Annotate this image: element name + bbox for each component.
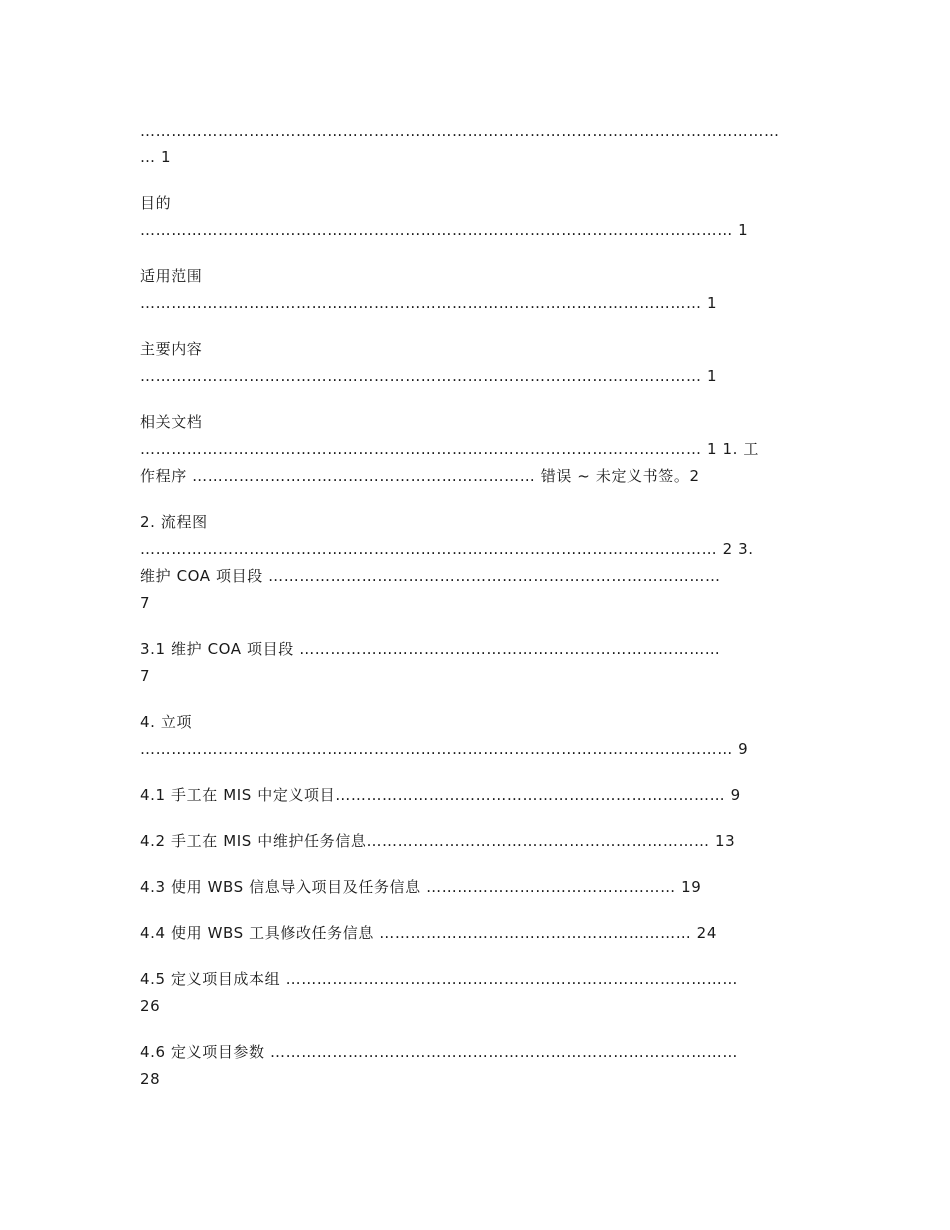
toc-leader-line: ……………………………………………………………………………………………… 1 bbox=[140, 294, 718, 312]
toc-entry-title[interactable]: 相关文档 bbox=[140, 413, 203, 431]
toc-entry-title[interactable]: 维护 COA 项目段 …………………………………………………………………………… bbox=[140, 567, 721, 585]
toc-entry[interactable]: 4.2 手工在 MIS 中维护任务信息………………………………………………………… 13 bbox=[140, 832, 736, 850]
toc-entry[interactable]: 4.6 定义项目参数 ……………………………………………………………………………… bbox=[140, 1043, 738, 1061]
toc-leader-line: ………………………………………………………………………………………………… 2 3. bbox=[140, 540, 754, 558]
toc-entry-title[interactable]: 目的 bbox=[140, 194, 172, 212]
toc-entry-title[interactable]: 主要内容 bbox=[140, 340, 203, 358]
toc-entry-title[interactable]: 3.1 维护 COA 项目段 ……………………………………………………………………… bbox=[140, 640, 721, 658]
toc-entry[interactable]: 4.4 使用 WBS 工具修改任务信息 …………………………………………………… 24 bbox=[140, 924, 717, 942]
toc-entry-title[interactable]: 适用范围 bbox=[140, 267, 203, 285]
toc-leader-line: ……………………………………………………………………………………………… 1 1. 工 bbox=[140, 440, 759, 458]
toc-entry[interactable]: 4.5 定义项目成本组 …………………………………………………………………………… bbox=[140, 970, 738, 988]
toc-page-number-line: 26 bbox=[140, 997, 161, 1015]
toc-entry-title[interactable]: 4. 立项 bbox=[140, 713, 193, 731]
toc-entry-title[interactable]: 作程序 ………………………………………………………… 错误 ~ 未定义书签。2 bbox=[140, 467, 700, 485]
toc-page-number-line: 7 bbox=[140, 667, 151, 685]
toc-page-number-line: 28 bbox=[140, 1070, 161, 1088]
toc-entry[interactable]: 4.1 手工在 MIS 中定义项目………………………………………………………………… 9 bbox=[140, 786, 741, 804]
toc-leader-line: …………………………………………………………………………………………………… 1 bbox=[140, 221, 749, 239]
toc-page-number-line: … 1 bbox=[140, 148, 172, 166]
toc-entry[interactable]: 4.3 使用 WBS 信息导入项目及任务信息 ………………………………………… 19 bbox=[140, 878, 702, 896]
toc-entry-title[interactable]: 2. 流程图 bbox=[140, 513, 208, 531]
toc-leader-line: ……………………………………………………………………………………………… 1 bbox=[140, 367, 718, 385]
toc-leader-line: …………………………………………………………………………………………………………… bbox=[140, 122, 780, 140]
toc-leader-line: …………………………………………………………………………………………………… 9 bbox=[140, 740, 749, 758]
toc-page-number-line: 7 bbox=[140, 594, 151, 612]
